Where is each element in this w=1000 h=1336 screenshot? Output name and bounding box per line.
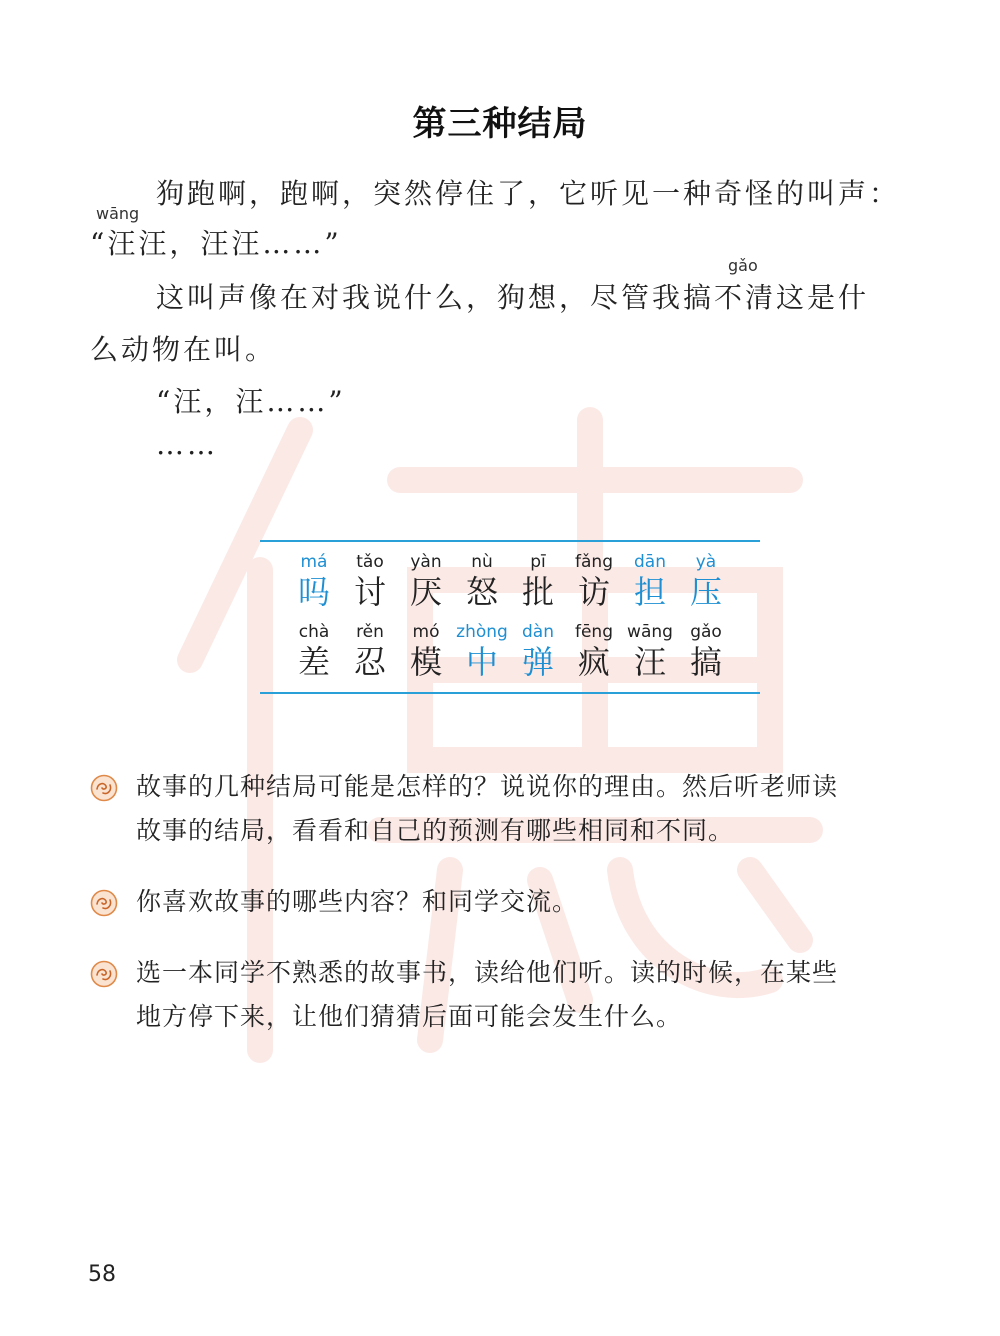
character-pinyin: yà	[695, 552, 717, 572]
question-3	[136, 951, 946, 1039]
character-glyph: 吗	[297, 573, 330, 611]
character-item	[342, 552, 398, 612]
character-item	[622, 622, 678, 682]
character-pinyin: zhòng	[456, 622, 508, 642]
story-p4: ……	[156, 428, 218, 461]
page-title: 第三种结局	[412, 104, 588, 144]
page-number: 58	[88, 1262, 116, 1287]
character-glyph: 弹	[521, 643, 554, 681]
question-1-line1: 故事的几种结局可能是怎样的？说说你的理由。然后听老师读	[136, 772, 839, 801]
story-p2-line1: 这叫声像在对我说什么，狗想，尽管我搞不清这是什	[156, 281, 870, 314]
character-item	[454, 622, 510, 682]
character-glyph: 怒	[465, 573, 498, 611]
character-pinyin: pī	[530, 552, 546, 572]
character-glyph: 中	[465, 643, 498, 681]
character-item	[398, 552, 454, 612]
character-glyph: 压	[689, 573, 722, 611]
question-2-line1: 你喜欢故事的哪些内容？和同学交流。	[136, 887, 579, 916]
character-glyph: 访	[577, 573, 610, 611]
character-item	[454, 552, 510, 612]
character-glyph: 担	[633, 573, 666, 611]
character-item	[678, 622, 734, 682]
character-item	[286, 622, 342, 682]
character-pinyin: má	[300, 552, 328, 572]
story-p3: “汪，汪……”	[156, 385, 346, 418]
story-p1-line1: 狗跑啊，跑啊，突然停住了，它听见一种奇怪的叫声：	[156, 177, 901, 210]
character-pinyin: dàn	[522, 622, 554, 642]
character-pinyin: fēng	[574, 622, 613, 642]
character-pinyin: chà	[298, 622, 330, 642]
story-p1-line2: “汪汪，汪汪……”	[90, 227, 342, 260]
pinyin-wang: wāng	[96, 204, 140, 223]
char-box-top-rule	[260, 540, 760, 542]
character-glyph: 汪	[633, 643, 666, 681]
character-glyph: 忍	[353, 643, 386, 681]
character-pinyin: wāng	[627, 622, 673, 642]
question-1-line2: 故事的结局，看看和自己的预测有哪些相同和不同。	[136, 816, 735, 845]
pinyin-gao: gǎo	[728, 256, 758, 275]
character-item	[622, 552, 678, 612]
character-item	[566, 622, 622, 682]
character-glyph: 讨	[353, 573, 386, 611]
question-3-line1: 选一本同学不熟悉的故事书，读给他们听。读的时候，在某些	[136, 958, 839, 987]
character-pinyin: yàn	[410, 552, 442, 572]
story-p2-line2: 么动物在叫。	[90, 333, 277, 366]
character-item	[678, 552, 734, 612]
character-pinyin: nù	[471, 552, 493, 572]
swirl-bullet-icon	[90, 774, 118, 802]
character-pinyin: rěn	[356, 622, 384, 642]
swirl-bullet-icon	[90, 960, 118, 988]
question-2	[136, 880, 946, 924]
character-glyph: 批	[521, 573, 554, 611]
character-item	[286, 552, 342, 612]
character-pinyin: gǎo	[690, 622, 722, 642]
character-item	[510, 552, 566, 612]
character-glyph: 厌	[409, 573, 442, 611]
character-glyph: 差	[297, 643, 330, 681]
swirl-bullet-icon	[90, 889, 118, 917]
character-glyph: 搞	[689, 643, 722, 681]
character-item	[566, 552, 622, 612]
character-item	[398, 622, 454, 682]
character-item	[510, 622, 566, 682]
character-glyph: 疯	[577, 643, 610, 681]
character-pinyin: tǎo	[356, 552, 384, 572]
character-pinyin: fǎng	[575, 552, 613, 572]
character-item	[342, 622, 398, 682]
character-glyph: 模	[409, 643, 442, 681]
char-box-bottom-rule	[260, 692, 760, 694]
question-3-line2: 地方停下来，让他们猜猜后面可能会发生什么。	[136, 1002, 683, 1031]
character-pinyin: dān	[634, 552, 666, 572]
question-1	[136, 765, 946, 853]
character-pinyin: mó	[412, 622, 440, 642]
